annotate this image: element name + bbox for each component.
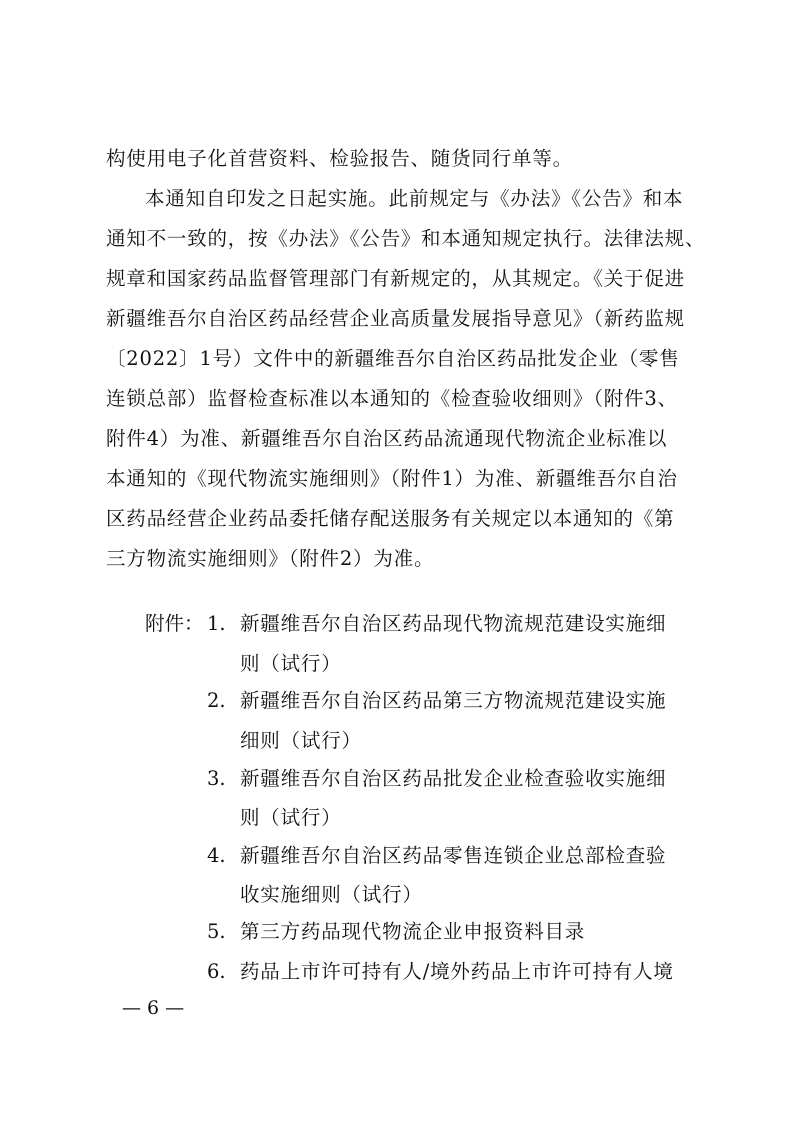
attachment-6-title: 药品上市许可持有人/境外药品上市许可持有人境	[240, 960, 674, 983]
attachment-2-title: 新疆维吾尔自治区药品第三方物流规范建设实施	[240, 689, 667, 712]
body-line-11: 三方物流实施细则》（附件2）为准。	[106, 547, 435, 570]
body-line-8: 附件4）为准、新疆维吾尔自治区药品流通现代物流企业标准以	[106, 427, 668, 450]
attachment-1-title-cont: 则（试行）	[240, 652, 342, 675]
body-line-9: 本通知的《现代物流实施细则》（附件1）为准、新疆维吾尔自治	[106, 467, 678, 490]
attachment-1-title: 新疆维吾尔自治区药品现代物流规范建设实施细	[240, 612, 667, 635]
attachment-4-title: 新疆维吾尔自治区药品零售连锁企业总部检查验	[240, 844, 667, 867]
body-line-6: 〔2022〕1号）文件中的新疆维吾尔自治区药品批发企业（零售	[106, 347, 680, 370]
body-line-10: 区药品经营企业药品委托储存配送服务有关规定以本通知的《第	[106, 507, 675, 530]
attachments-label: 附件：	[145, 612, 204, 635]
attachment-2-number: 2.	[207, 689, 226, 712]
attachment-5-number: 5.	[207, 920, 226, 943]
attachment-5-title: 第三方药品现代物流企业申报资料目录	[240, 920, 586, 943]
attachment-3-title-cont: 则（试行）	[240, 806, 342, 829]
body-line-7: 连锁总部）监督检查标准以本通知的《检查验收细则》（附件3、	[106, 387, 678, 410]
attachment-3-number: 3.	[207, 767, 226, 790]
attachment-4-number: 4.	[207, 844, 226, 867]
body-line-4: 规章和国家药品监督管理部门有新规定的，从其规定。《关于促进	[106, 267, 685, 290]
attachment-6-number: 6.	[207, 960, 226, 983]
attachment-4-title-cont: 收实施细则（试行）	[240, 883, 423, 906]
attachment-1-number: 1.	[207, 612, 226, 635]
body-line-5: 新疆维吾尔自治区药品经营企业高质量发展指导意见》（新药监规	[106, 307, 685, 330]
attachment-2-title-cont: 细则（试行）	[240, 729, 362, 752]
body-line-1: 构使用电子化首营资料、检验报告、随货同行单等。	[106, 147, 573, 170]
body-line-3: 通知不一致的，按《办法》《公告》和本通知规定执行。法律法规、	[106, 227, 706, 250]
page-number: — 6 —	[122, 997, 185, 1019]
body-line-2: 本通知自印发之日起实施。此前规定与《办法》《公告》和本	[145, 187, 684, 210]
attachment-3-title: 新疆维吾尔自治区药品批发企业检查验收实施细	[240, 767, 667, 790]
